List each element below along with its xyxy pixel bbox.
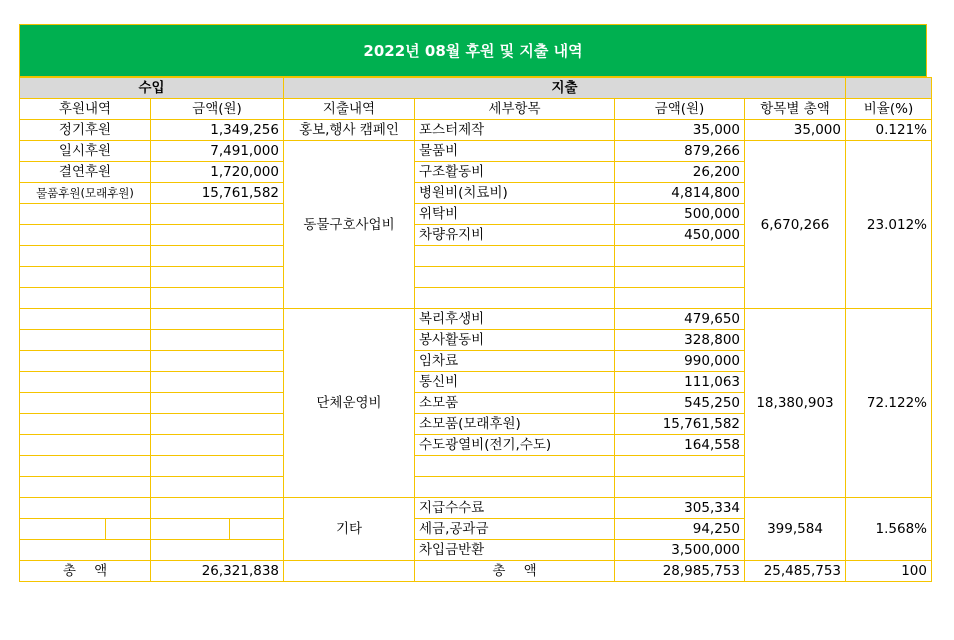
empty-cell [20, 456, 151, 477]
expense-detail: 병원비(치료비) [415, 183, 615, 204]
expense-detail: 봉사활동비 [415, 330, 615, 351]
expense-total-label: 총 액 [415, 561, 615, 582]
col-income-amount: 금액(원) [151, 99, 284, 120]
ratio-total: 100 [846, 561, 932, 582]
expense-category: 기타 [284, 498, 415, 561]
expense-category: 홍보,행사 캠페인 [284, 120, 415, 141]
expense-amount: 111,063 [615, 372, 745, 393]
expense-category: 동물구호사업비 [284, 141, 415, 309]
expense-detail: 수도광열비(전기,수도) [415, 435, 615, 456]
category-grand-total: 25,485,753 [745, 561, 846, 582]
empty-cell [20, 330, 151, 351]
empty-cell [20, 204, 151, 225]
expense-detail: 차량유지비 [415, 225, 615, 246]
empty-cell [20, 225, 151, 246]
empty-cell [151, 267, 284, 288]
category-ratio: 0.121% [846, 120, 932, 141]
expense-detail: 위탁비 [415, 204, 615, 225]
category-total: 399,584 [745, 498, 846, 561]
col-expense-item: 지출내역 [284, 99, 415, 120]
empty-cell [151, 498, 284, 519]
expense-amount: 3,500,000 [615, 540, 745, 561]
expense-amount: 164,558 [615, 435, 745, 456]
expense-amount: 4,814,800 [615, 183, 745, 204]
empty-cell [415, 456, 615, 477]
expense-amount: 500,000 [615, 204, 745, 225]
empty-cell [615, 456, 745, 477]
empty-cell [415, 477, 615, 498]
empty-cell [151, 351, 284, 372]
column-header-row [20, 99, 932, 120]
income-total: 26,321,838 [151, 561, 284, 582]
income-amount: 7,491,000 [151, 141, 284, 162]
empty-cell [615, 288, 745, 309]
income-item: 결연후원 [20, 162, 151, 183]
expense-detail: 지급수수료 [415, 498, 615, 519]
income-total-label: 총 액 [20, 561, 151, 582]
empty-cell [151, 393, 284, 414]
empty-cell [20, 414, 151, 435]
empty-cell [151, 309, 284, 330]
empty-cell [615, 477, 745, 498]
expense-amount: 879,266 [615, 141, 745, 162]
expense-amount: 15,761,582 [615, 414, 745, 435]
empty-cell [151, 288, 284, 309]
empty-cell [151, 435, 284, 456]
income-item: 일시후원 [20, 141, 151, 162]
empty-cell [151, 330, 284, 351]
empty-cell [151, 456, 284, 477]
blank-header-cell [846, 78, 932, 99]
empty-cell [151, 246, 284, 267]
empty-cell [20, 309, 151, 330]
empty-cell [284, 561, 415, 582]
report-title: 2022년 08월 후원 및 지출 내역 [19, 24, 927, 77]
empty-cell [151, 414, 284, 435]
expense-amount: 94,250 [615, 519, 745, 540]
empty-cell [151, 225, 284, 246]
split-empty-cell [151, 519, 284, 540]
section-header-row [20, 78, 932, 99]
expense-detail: 소모품(모래후원) [415, 414, 615, 435]
expense-amount: 545,250 [615, 393, 745, 414]
category-ratio: 1.568% [846, 498, 932, 561]
empty-cell [20, 372, 151, 393]
expense-detail: 물품비 [415, 141, 615, 162]
expense-amount: 328,800 [615, 330, 745, 351]
table-row [20, 309, 932, 330]
empty-cell [615, 246, 745, 267]
split-empty-cell [20, 519, 151, 540]
expense-amount: 450,000 [615, 225, 745, 246]
empty-cell [20, 267, 151, 288]
category-total: 35,000 [745, 120, 846, 141]
category-ratio: 72.122% [846, 309, 932, 498]
expense-amount: 35,000 [615, 120, 745, 141]
empty-cell [151, 477, 284, 498]
col-income-item: 후원내역 [20, 99, 151, 120]
col-category-total: 항목별 총액 [745, 99, 846, 120]
expense-detail: 임차료 [415, 351, 615, 372]
expense-detail: 소모품 [415, 393, 615, 414]
expense-category: 단체운영비 [284, 309, 415, 498]
expense-detail: 세금,공과금 [415, 519, 615, 540]
income-item: 물품후원(모래후원) [20, 183, 151, 204]
expense-amount: 305,334 [615, 498, 745, 519]
expense-detail: 통신비 [415, 372, 615, 393]
income-amount: 1,720,000 [151, 162, 284, 183]
empty-cell [415, 246, 615, 267]
empty-cell [615, 267, 745, 288]
col-expense-detail: 세부항목 [415, 99, 615, 120]
category-total: 18,380,903 [745, 309, 846, 498]
empty-cell [20, 540, 151, 561]
totals-row [20, 561, 932, 582]
category-total: 6,670,266 [745, 141, 846, 309]
income-item: 정기후원 [20, 120, 151, 141]
expense-detail: 복리후생비 [415, 309, 615, 330]
empty-cell [151, 372, 284, 393]
empty-cell [20, 435, 151, 456]
empty-cell [415, 267, 615, 288]
expense-detail: 포스터제작 [415, 120, 615, 141]
donation-expense-table [19, 77, 932, 582]
col-ratio: 비율(%) [846, 99, 932, 120]
expense-amount: 479,650 [615, 309, 745, 330]
empty-cell [20, 246, 151, 267]
empty-cell [151, 540, 284, 561]
table-row [20, 498, 932, 519]
table-row [20, 141, 932, 162]
expense-section-header: 지출 [284, 78, 846, 99]
expense-total: 28,985,753 [615, 561, 745, 582]
expense-amount: 990,000 [615, 351, 745, 372]
empty-cell [20, 393, 151, 414]
income-section-header: 수입 [20, 78, 284, 99]
empty-cell [415, 288, 615, 309]
empty-cell [20, 498, 151, 519]
income-amount: 15,761,582 [151, 183, 284, 204]
category-ratio: 23.012% [846, 141, 932, 309]
expense-detail: 차입금반환 [415, 540, 615, 561]
expense-detail: 구조활동비 [415, 162, 615, 183]
empty-cell [20, 288, 151, 309]
income-amount: 1,349,256 [151, 120, 284, 141]
empty-cell [20, 477, 151, 498]
table-row [20, 120, 932, 141]
expense-amount: 26,200 [615, 162, 745, 183]
empty-cell [151, 204, 284, 225]
empty-cell [20, 351, 151, 372]
col-expense-amount: 금액(원) [615, 99, 745, 120]
